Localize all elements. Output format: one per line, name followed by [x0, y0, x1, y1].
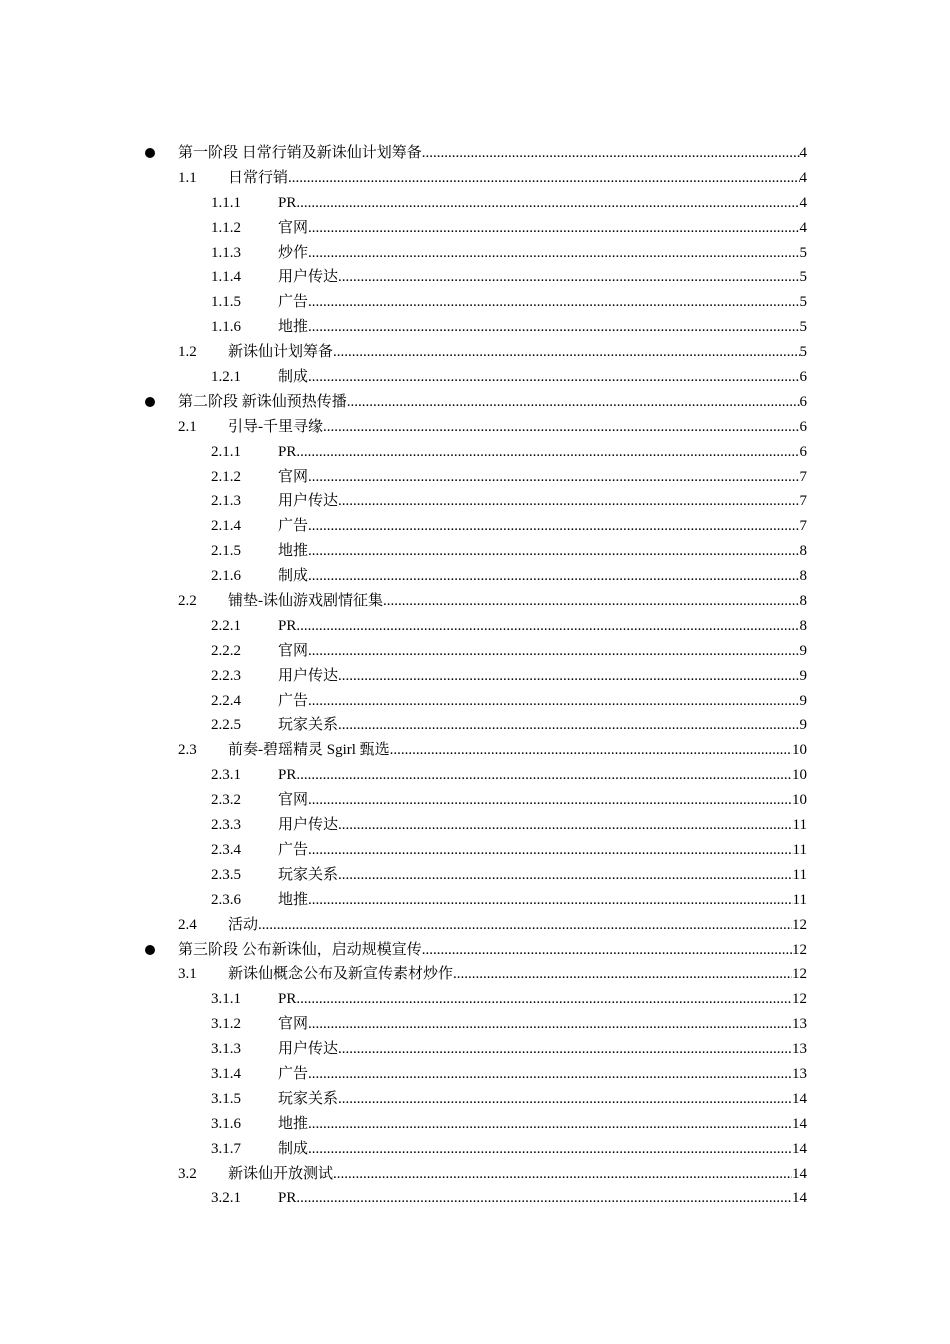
toc-entry-title[interactable]: 铺垫-诛仙游戏剧情征集 [228, 589, 383, 614]
toc-entry[interactable] [0, 1037, 950, 1062]
toc-entry[interactable] [0, 141, 950, 166]
dot-leader [323, 415, 800, 440]
toc-entry[interactable] [0, 1012, 950, 1037]
toc-entry-number: 2.2.3 [211, 667, 241, 684]
toc-entry[interactable] [0, 1162, 950, 1187]
toc-entry-line [278, 440, 807, 465]
toc-entry-title[interactable]: 引导-千里寻缘 [228, 415, 323, 440]
toc-entry[interactable] [0, 664, 950, 689]
toc-entry-line [228, 738, 807, 763]
toc-entry-line [278, 315, 807, 340]
toc-entry-line [228, 962, 807, 987]
toc-entry-line [278, 191, 807, 216]
toc-entry[interactable] [0, 913, 950, 938]
dot-leader [308, 290, 799, 315]
dot-leader [258, 913, 792, 938]
toc-entry-title[interactable]: 玩家关系 [278, 863, 338, 888]
toc-entry[interactable] [0, 191, 950, 216]
dot-leader [308, 1137, 792, 1162]
toc-entry-line [278, 564, 807, 589]
toc-entry-page-number[interactable]: 11 [792, 817, 807, 834]
toc-entry[interactable] [0, 166, 950, 191]
dot-leader [338, 863, 793, 888]
dot-leader [296, 191, 799, 216]
toc-entry-number: 2.4 [178, 916, 197, 933]
toc-entry-page-number[interactable]: 6 [799, 369, 807, 386]
toc-entry-number: 2.1.6 [211, 568, 241, 585]
toc-entry-title[interactable]: 前奏-碧瑶精灵 Sgirl 甄选 [228, 738, 390, 763]
toc-entry-line [278, 514, 807, 539]
dot-leader [308, 465, 799, 490]
toc-entry[interactable] [0, 863, 950, 888]
toc-entry-line [178, 390, 807, 415]
toc-entry-line [228, 415, 807, 440]
toc-entry-page-number[interactable]: 8 [799, 593, 807, 610]
toc-entry-line [278, 365, 807, 390]
toc-entry-number: 1.1.3 [211, 244, 241, 261]
toc-entry-line [278, 290, 807, 315]
toc-entry-number: 3.2.1 [211, 1190, 241, 1207]
dot-leader [308, 1062, 792, 1087]
toc-entry[interactable] [0, 440, 950, 465]
toc-entry-number: 2.1.5 [211, 543, 241, 560]
bullet-icon [145, 945, 155, 955]
toc-entry-line [278, 639, 807, 664]
toc-entry-page-number[interactable]: 4 [799, 169, 807, 186]
toc-entry-title[interactable]: 广告 [278, 1062, 308, 1087]
dot-leader [422, 141, 800, 166]
toc-entry-line [178, 141, 807, 166]
toc-entry-number: 2.2 [178, 593, 197, 610]
toc-entry[interactable] [0, 539, 950, 564]
toc-entry[interactable] [0, 564, 950, 589]
toc-entry-page-number[interactable]: 4 [799, 194, 807, 211]
toc-entry[interactable] [0, 365, 950, 390]
toc-entry[interactable] [0, 888, 950, 913]
toc-entry-title[interactable]: 地推 [278, 888, 308, 913]
toc-entry-line [278, 813, 807, 838]
toc-entry-number: 1.1.6 [211, 319, 241, 336]
toc-entry[interactable] [0, 514, 950, 539]
toc-entry-page-number[interactable]: 5 [799, 294, 807, 311]
toc-entry[interactable] [0, 713, 950, 738]
toc-entry-page-number[interactable]: 5 [799, 244, 807, 261]
toc-entry[interactable] [0, 763, 950, 788]
toc-entry[interactable] [0, 1112, 950, 1137]
toc-entry-title[interactable]: 广告 [278, 838, 308, 863]
toc-entry[interactable] [0, 639, 950, 664]
dot-leader [308, 564, 799, 589]
toc-entry-page-number[interactable]: 11 [792, 866, 807, 883]
toc-entry-title[interactable]: 用户传达 [278, 489, 338, 514]
toc-entry[interactable] [0, 390, 950, 415]
table-of-contents [0, 141, 950, 1211]
toc-entry[interactable] [0, 1062, 950, 1087]
toc-entry-title[interactable]: 制成 [278, 1137, 308, 1162]
toc-entry-title[interactable]: 广告 [278, 689, 308, 714]
toc-entry-title[interactable]: 活动 [228, 913, 258, 938]
toc-entry-number: 3.1.1 [211, 991, 241, 1008]
toc-entry-number: 3.1.3 [211, 1041, 241, 1058]
toc-entry[interactable] [0, 962, 950, 987]
toc-entry-page-number[interactable]: 7 [799, 468, 807, 485]
toc-entry-page-number[interactable]: 12 [792, 991, 807, 1008]
toc-entry-title[interactable]: 用户传达 [278, 664, 338, 689]
toc-entry-line [278, 987, 807, 1012]
dot-leader [338, 713, 799, 738]
dot-leader [308, 639, 799, 664]
toc-entry[interactable] [0, 987, 950, 1012]
dot-leader [308, 1012, 792, 1037]
dot-leader [308, 514, 799, 539]
toc-entry-line [228, 913, 807, 938]
toc-entry-page-number[interactable]: 12 [792, 966, 807, 983]
toc-entry-number: 2.3.1 [211, 767, 241, 784]
toc-entry-number: 2.2.5 [211, 717, 241, 734]
dot-leader [338, 265, 799, 290]
toc-entry-number: 3.2 [178, 1165, 197, 1182]
toc-entry-page-number[interactable]: 8 [799, 543, 807, 560]
toc-entry-title[interactable]: PR [278, 987, 296, 1012]
toc-entry-line [278, 1112, 807, 1137]
toc-entry-line [278, 1186, 807, 1211]
dot-leader [308, 1112, 792, 1137]
toc-entry[interactable] [0, 614, 950, 639]
dot-leader [308, 216, 799, 241]
toc-entry-page-number[interactable]: 6 [799, 418, 807, 435]
toc-entry-page-number[interactable]: 14 [792, 1090, 807, 1107]
dot-leader [453, 962, 792, 987]
toc-entry-line [278, 539, 807, 564]
toc-entry-line [278, 465, 807, 490]
toc-entry-number: 1.1.5 [211, 294, 241, 311]
toc-entry-number: 2.1.1 [211, 443, 241, 460]
toc-entry-title[interactable]: 官网 [278, 465, 308, 490]
toc-entry-number: 2.1.2 [211, 468, 241, 485]
toc-entry-page-number[interactable]: 9 [799, 642, 807, 659]
toc-entry-title[interactable]: PR [278, 763, 296, 788]
dot-leader [347, 390, 800, 415]
dot-leader [338, 489, 799, 514]
toc-entry-line [278, 614, 807, 639]
toc-entry-page-number[interactable]: 11 [792, 841, 807, 858]
toc-entry-page-number[interactable]: 10 [792, 792, 807, 809]
toc-entry-title[interactable]: PR [278, 191, 296, 216]
toc-entry-line [278, 489, 807, 514]
toc-entry-title[interactable]: 广告 [278, 290, 308, 315]
toc-entry-page-number[interactable]: 14 [792, 1140, 807, 1157]
dot-leader [338, 1037, 792, 1062]
toc-entry-page-number[interactable]: 8 [799, 568, 807, 585]
toc-entry[interactable] [0, 415, 950, 440]
toc-entry-line [278, 1087, 807, 1112]
toc-entry[interactable] [0, 1137, 950, 1162]
toc-entry-title[interactable]: 用户传达 [278, 265, 338, 290]
toc-entry-page-number[interactable]: 11 [792, 891, 807, 908]
toc-entry-number: 2.2.4 [211, 692, 241, 709]
toc-entry-title[interactable]: 第二阶段 新诛仙预热传播 [178, 390, 347, 415]
toc-entry-line [278, 216, 807, 241]
toc-entry[interactable] [0, 489, 950, 514]
toc-entry-number: 1.2 [178, 344, 197, 361]
dot-leader [308, 315, 799, 340]
dot-leader [338, 1087, 792, 1112]
toc-entry-page-number[interactable]: 7 [799, 493, 807, 510]
toc-entry-title[interactable]: 官网 [278, 639, 308, 664]
toc-entry-page-number[interactable]: 5 [799, 344, 807, 361]
toc-entry-line [278, 838, 807, 863]
toc-entry-number: 2.3.4 [211, 841, 241, 858]
toc-entry-title[interactable]: 玩家关系 [278, 1087, 338, 1112]
toc-entry-page-number[interactable]: 13 [792, 1065, 807, 1082]
toc-entry-title[interactable]: 地推 [278, 1112, 308, 1137]
toc-entry-number: 3.1.5 [211, 1090, 241, 1107]
toc-entry[interactable] [0, 241, 950, 266]
toc-entry-title[interactable]: 用户传达 [278, 1037, 338, 1062]
toc-entry-number: 1.1.1 [211, 194, 241, 211]
toc-entry-title[interactable]: 新诛仙计划筹备 [228, 340, 333, 365]
toc-entry-line [278, 1012, 807, 1037]
toc-entry-page-number[interactable]: 10 [792, 742, 807, 759]
toc-entry-page-number[interactable]: 5 [799, 269, 807, 286]
toc-entry-title[interactable]: 官网 [278, 1012, 308, 1037]
toc-entry[interactable] [0, 265, 950, 290]
toc-entry-page-number[interactable]: 14 [792, 1115, 807, 1132]
toc-entry-title[interactable]: 炒作 [278, 241, 308, 266]
toc-entry-page-number[interactable]: 5 [799, 319, 807, 336]
toc-entry-number: 1.2.1 [211, 369, 241, 386]
toc-entry-page-number[interactable]: 8 [799, 617, 807, 634]
toc-entry-line [278, 1037, 807, 1062]
toc-entry-title[interactable]: 第三阶段 公布新诛仙，启动规模宣传 [178, 938, 422, 963]
toc-entry-title[interactable]: 广告 [278, 514, 308, 539]
toc-entry-page-number[interactable]: 13 [792, 1016, 807, 1033]
dot-leader [308, 241, 799, 266]
toc-entry-line [278, 1062, 807, 1087]
toc-entry-number: 2.3 [178, 742, 197, 759]
toc-entry-line [278, 241, 807, 266]
dot-leader [308, 365, 799, 390]
dot-leader [308, 788, 792, 813]
dot-leader [308, 838, 793, 863]
toc-entry-title[interactable]: 地推 [278, 315, 308, 340]
toc-entry-page-number[interactable]: 12 [792, 916, 807, 933]
toc-entry-title[interactable]: 新诛仙概念公布及新宣传素材炒作 [228, 962, 453, 987]
dot-leader [333, 1162, 792, 1187]
toc-entry-number: 2.3.3 [211, 817, 241, 834]
toc-entry[interactable] [0, 738, 950, 763]
toc-entry[interactable] [0, 813, 950, 838]
toc-entry-number: 2.2.2 [211, 642, 241, 659]
toc-entry-page-number[interactable]: 9 [799, 717, 807, 734]
toc-entry-page-number[interactable]: 10 [792, 767, 807, 784]
dot-leader [308, 539, 799, 564]
toc-entry-title[interactable]: 新诛仙开放测试 [228, 1162, 333, 1187]
toc-entry-number: 3.1.6 [211, 1115, 241, 1132]
toc-entry-page-number[interactable]: 9 [799, 667, 807, 684]
toc-entry-page-number[interactable]: 4 [799, 145, 807, 161]
dot-leader [422, 938, 792, 963]
toc-entry-line [278, 1137, 807, 1162]
toc-entry-number: 2.1.4 [211, 518, 241, 535]
toc-entry-number: 3.1.7 [211, 1140, 241, 1157]
toc-entry[interactable] [0, 788, 950, 813]
dot-leader [333, 340, 799, 365]
toc-entry-line [228, 589, 807, 614]
toc-entry-page-number[interactable]: 14 [792, 1165, 807, 1182]
toc-entry-number: 1.1.2 [211, 219, 241, 236]
toc-entry-line [278, 763, 807, 788]
toc-entry-line [228, 340, 807, 365]
toc-entry-number: 2.2.1 [211, 617, 241, 634]
toc-entry-title[interactable]: PR [278, 1186, 296, 1211]
bullet-icon [145, 397, 155, 407]
toc-entry-page-number[interactable]: 13 [792, 1041, 807, 1058]
dot-leader [338, 664, 799, 689]
toc-entry-line [278, 713, 807, 738]
dot-leader [308, 888, 793, 913]
dot-leader [338, 813, 793, 838]
dot-leader [296, 1186, 792, 1211]
toc-entry-title[interactable]: PR [278, 440, 296, 465]
toc-entry-title[interactable]: 用户传达 [278, 813, 338, 838]
toc-entry[interactable] [0, 589, 950, 614]
toc-entry-page-number[interactable]: 4 [799, 219, 807, 236]
toc-entry[interactable] [0, 465, 950, 490]
toc-entry-title[interactable]: 第一阶段 日常行销及新诛仙计划筹备 [178, 141, 422, 166]
dot-leader [296, 614, 799, 639]
toc-entry-number: 1.1 [178, 169, 197, 186]
toc-entry-line [278, 888, 807, 913]
toc-entry-title[interactable]: 制成 [278, 365, 308, 390]
toc-entry[interactable] [0, 1087, 950, 1112]
toc-entry[interactable] [0, 689, 950, 714]
toc-entry-title[interactable]: 官网 [278, 216, 308, 241]
dot-leader [390, 738, 792, 763]
toc-entry-line [278, 664, 807, 689]
toc-entry-title[interactable]: PR [278, 614, 296, 639]
toc-entry-line [278, 265, 807, 290]
dot-leader [296, 763, 792, 788]
toc-entry-number: 1.1.4 [211, 269, 241, 286]
toc-entry[interactable] [0, 838, 950, 863]
toc-entry-title[interactable]: 地推 [278, 539, 308, 564]
toc-entry[interactable] [0, 290, 950, 315]
toc-entry-page-number[interactable]: 6 [799, 443, 807, 460]
toc-entry-line [278, 863, 807, 888]
bullet-icon [145, 148, 155, 158]
toc-entry[interactable] [0, 938, 950, 963]
dot-leader [288, 166, 799, 191]
dot-leader [296, 987, 792, 1012]
toc-entry-title[interactable]: 日常行销 [228, 166, 288, 191]
toc-entry-page-number[interactable]: 9 [799, 692, 807, 709]
toc-entry-page-number[interactable]: 7 [799, 518, 807, 535]
toc-entry-number: 2.1 [178, 418, 197, 435]
toc-entry-page-number[interactable]: 6 [799, 393, 807, 410]
toc-entry-line [278, 788, 807, 813]
toc-entry-number: 3.1.4 [211, 1065, 241, 1082]
toc-entry-title[interactable]: 官网 [278, 788, 308, 813]
toc-entry[interactable] [0, 340, 950, 365]
toc-entry[interactable] [0, 216, 950, 241]
toc-entry-line [278, 689, 807, 714]
toc-entry-line [178, 938, 807, 963]
toc-entry-number: 2.1.3 [211, 493, 241, 510]
toc-entry-line [228, 166, 807, 191]
toc-entry-title[interactable]: 玩家关系 [278, 713, 338, 738]
toc-entry-title[interactable]: 制成 [278, 564, 308, 589]
toc-entry[interactable] [0, 315, 950, 340]
toc-entry-page-number[interactable]: 14 [792, 1190, 807, 1207]
toc-entry-number: 3.1.2 [211, 1016, 241, 1033]
dot-leader [296, 440, 799, 465]
toc-entry-page-number[interactable]: 12 [792, 941, 807, 958]
toc-entry-number: 2.3.5 [211, 866, 241, 883]
toc-entry-number: 2.3.6 [211, 891, 241, 908]
dot-leader [308, 689, 799, 714]
toc-entry[interactable] [0, 1186, 950, 1211]
toc-entry-number: 3.1 [178, 966, 197, 983]
dot-leader [383, 589, 800, 614]
toc-entry-number: 2.3.2 [211, 792, 241, 809]
toc-entry-line [228, 1162, 807, 1187]
